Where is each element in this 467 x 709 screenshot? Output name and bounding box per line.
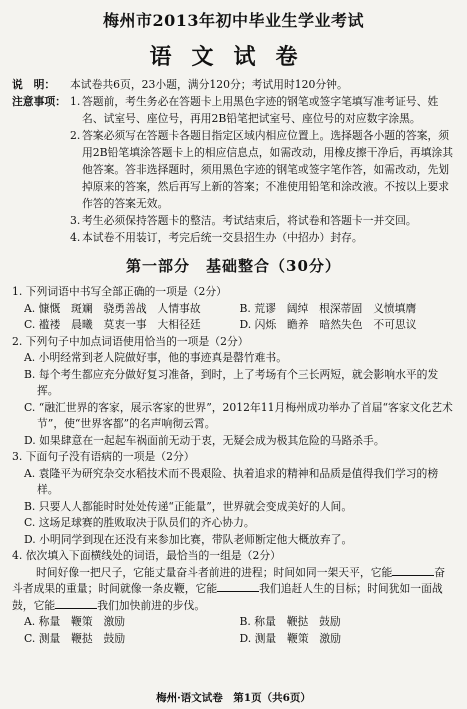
paper-title: 语文试卷 <box>149 44 318 70</box>
option-list <box>12 614 455 647</box>
fill-blank <box>55 598 97 609</box>
option-c: C. 测量 鞭挞 鼓励 <box>24 631 126 645</box>
notice-number: 2. <box>70 129 81 142</box>
exam-title: 梅州市2013年初中毕业生学业考试 <box>102 11 365 30</box>
instructions-text: 本试卷共6页，23小题，满分120分；考试用时120分钟。 <box>70 78 348 91</box>
option-list <box>12 350 455 449</box>
passage-text: 时间好像一把尺子，它能丈量奋斗者前进的进程；时间如同一架天平，它能 <box>36 565 393 579</box>
option-a: A. 慷慨 斑斓 骁勇善战 人情事故 <box>24 301 201 315</box>
option-a: A. 小明经常到老人院做好事，他的事迹真是罄竹难书。 <box>24 351 287 364</box>
option-c: C. 褴褛 晨曦 莫衷一事 大相径廷 <box>24 318 201 331</box>
instructions-label: 说 明： <box>12 78 56 91</box>
notice-number: 1. <box>70 95 81 108</box>
question-stem: 3. 下面句子没有语病的一项是（2分） <box>12 450 195 463</box>
notice-text: 本试卷不用装订，考完后统一交县招生办（中招办）封存。 <box>82 231 363 244</box>
option-b: B. 荒谬 阔绰 根深蒂固 义愤填膺 <box>239 301 417 315</box>
question-stem: 1. 下列词语中书写全部正确的一项是（2分） <box>12 285 227 298</box>
option-b: B. 称量 鞭挞 鼓励 <box>239 615 341 628</box>
question-stem: 2. 下列句子中加点词语使用恰当的一项是（2分） <box>12 334 249 348</box>
option-list <box>12 301 455 334</box>
page-footer: 梅州·语文试卷 第1页（共6页） <box>156 692 311 704</box>
option-d: D. 如果肆意在一起起车祸面前无动于衷，无疑会成为极其危险的马路杀手。 <box>24 433 385 447</box>
fill-blank <box>217 581 259 592</box>
option-list <box>12 466 455 549</box>
option-c: C. 这场足球赛的胜败取决于队员们的齐心协力。 <box>24 516 255 529</box>
notice-item <box>12 127 455 212</box>
notices <box>12 93 455 246</box>
notice-item <box>12 93 455 127</box>
notice-number: 3. <box>70 214 81 227</box>
part1-title: 第一部分 基础整合（30分） <box>126 257 341 275</box>
notice-item <box>12 212 455 229</box>
question-2 <box>12 334 455 450</box>
question-1 <box>12 284 455 334</box>
fill-blank <box>392 565 434 576</box>
question-stem: 4. 依次填入下面横线处的词语，最恰当的一组是（2分） <box>12 549 281 562</box>
notice-text: 答题前，考生务必在答题卡上用黑色字迹的钢笔或签字笔填写准考证号、姓名、试室号、座位号，再用2B铅笔把试室号、座位号的对应数字涂黑。 <box>82 95 439 125</box>
passage-text: 我们加快前进的步伐。 <box>97 598 206 612</box>
notice-item <box>12 229 455 246</box>
option-b: B. 只要人人都能时时处处传递“正能量”，世界就会变成美好的人间。 <box>24 499 353 513</box>
notice-number: 4. <box>70 231 81 244</box>
notices-label: 注意事项： <box>12 95 66 108</box>
option-d: D. 小明同学到现在还没有来参加比赛，带队老师断定他大概放弃了。 <box>24 532 353 546</box>
option-b: B. 每个考生都应充分做好复习准备，到时，上了考场有个三长两短，就会影响水平的发挥。 <box>24 367 439 397</box>
question-3 <box>12 449 455 548</box>
option-c: C. “融汇世界的客家，展示客家的世界”，2012年11月梅州成功举办了首届“客家文化艺术节”，使“世界客都”的名声响彻云霄。 <box>24 400 453 430</box>
notice-text: 答案必须写在答题卡各题目指定区域内相应位置上。选择题各小题的答案，须用2B铅笔填涂答题卡上的相应信息点，如需改动，用橡皮擦干净后，再填涂其他答案。答非选择题时，须用黑色字迹的钢笔或签字笔作答，如需改动，先划掉原来的答案，然后再写上新的答案；不准使用铅笔和涂改液。不按以上要求作答的答案无效。 <box>82 129 454 210</box>
option-a: A. 称量 鞭策 激励 <box>24 615 126 628</box>
question-passage <box>12 565 455 615</box>
passage-text: 奋斗者成果的重量；时间就像一条皮鞭，它能 <box>12 565 446 595</box>
question-4 <box>12 548 455 647</box>
instructions <box>12 76 455 93</box>
passage-text: 我们追赶人生的目标；时间犹如一面战鼓，它能 <box>12 582 443 612</box>
notice-text: 考生必须保持答题卡的整洁。考试结束后，将试卷和答题卡一并交回。 <box>82 214 417 227</box>
option-d: D. 测量 鞭策 激励 <box>239 631 342 645</box>
option-d: D. 闪烁 瞻养 暗然失色 不可思议 <box>239 318 417 331</box>
option-a: A. 袁隆平为研究杂交水稻技术而不畏艰险、执着追求的精神和品质是值得我们学习的榜样。 <box>24 466 439 496</box>
